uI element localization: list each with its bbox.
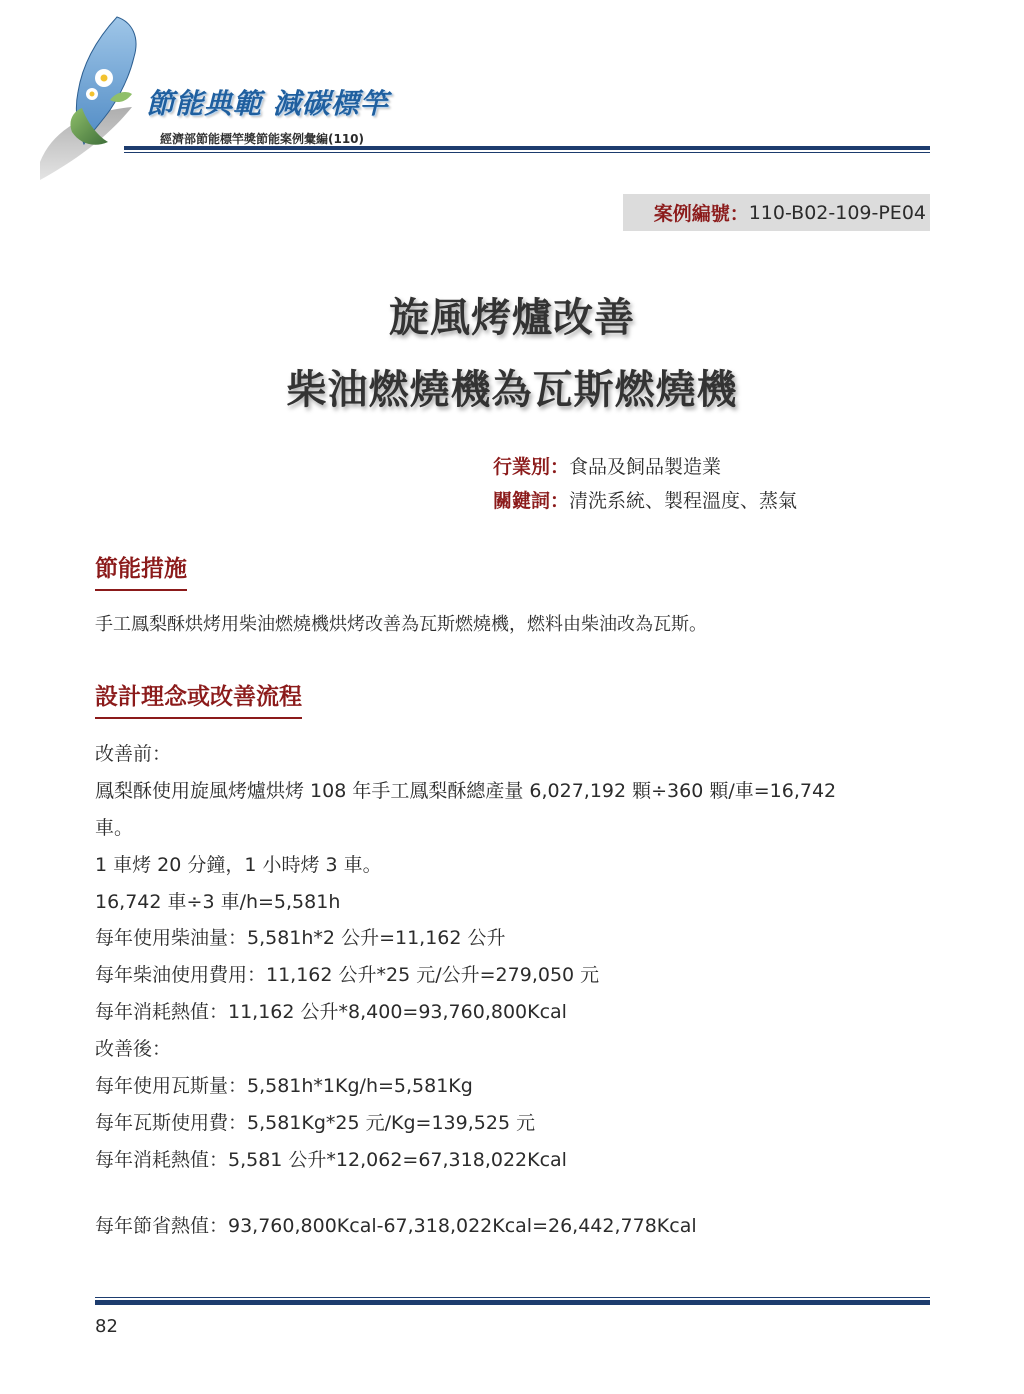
series-title: 節能典範 減碳標竿 (146, 87, 389, 120)
page-title-line-1: 旋風烤爐改善 (389, 295, 635, 341)
body-line-summary: 每年節省熱值：93,760,800Kcal-67,318,022Kcal=26,442,778Kcal (95, 1214, 697, 1237)
page-title-line-2: 柴油燃燒機為瓦斯燃燒機 (286, 367, 738, 413)
body-line: 1 車烤 20 分鐘，1 小時烤 3 車。 (95, 853, 382, 876)
body-line: 每年柴油使用費用：11,162 公升*25 元/公升=279,050 元 (95, 964, 600, 987)
section-heading-measures: 節能措施 (95, 550, 187, 591)
body-line: 鳳梨酥使用旋風烤爐烘烤 108 年手工鳳梨酥總產量 6,027,192 顆÷360 顆/車=16,742 (95, 779, 837, 802)
body-line: 車。 (95, 816, 134, 839)
body-line: 改善前： (95, 743, 172, 765)
industry-row (493, 452, 721, 479)
footer-rule-thin (95, 1297, 930, 1298)
body-line: 每年瓦斯使用費：5,581Kg*25 元/Kg=139,525 元 (95, 1111, 536, 1134)
body-line: 每年消耗熱值：5,581 公升*12,062=67,318,022Kcal (95, 1148, 567, 1171)
body-line: 16,742 車÷3 車/h=5,581h (95, 890, 341, 913)
body-line: 每年使用柴油量：5,581h*2 公升=11,162 公升 (95, 927, 506, 950)
keywords-label: 關鍵詞： (493, 490, 570, 512)
footer-rule (95, 1297, 930, 1307)
footer-rule-thick (95, 1300, 930, 1305)
header-rule-thin (124, 152, 930, 153)
body-line: 每年使用瓦斯量：5,581h*1Kg/h=5,581Kg (95, 1075, 473, 1098)
keywords-value: 清洗系統、製程溫度、蒸氣 (569, 490, 798, 512)
page-number: 82 (95, 1316, 118, 1337)
measure-paragraph: 手工鳳梨酥烘烤用柴油燃燒機烘烤改善為瓦斯燃燒機，燃料由柴油改為瓦斯。 (95, 614, 707, 635)
case-number-value: 110-B02-109-PE04 (748, 201, 926, 224)
header-rule (124, 146, 930, 154)
case-number-box (623, 194, 930, 231)
body-line: 每年消耗熱值：11,162 公升*8,400=93,760,800Kcal (95, 1001, 567, 1024)
header-rule-thick (124, 146, 930, 150)
case-number-label: 案例編號： (653, 203, 749, 225)
series-subtitle: 經濟部節能標竿獎節能案例彙編(110) (160, 132, 365, 146)
design-body (95, 736, 935, 1245)
industry-label: 行業別： (493, 456, 570, 478)
keywords-row (493, 486, 797, 513)
section-heading-design: 設計理念或改善流程 (95, 678, 302, 719)
body-line: 改善後： (95, 1038, 172, 1061)
industry-value: 食品及飼品製造業 (569, 456, 722, 478)
